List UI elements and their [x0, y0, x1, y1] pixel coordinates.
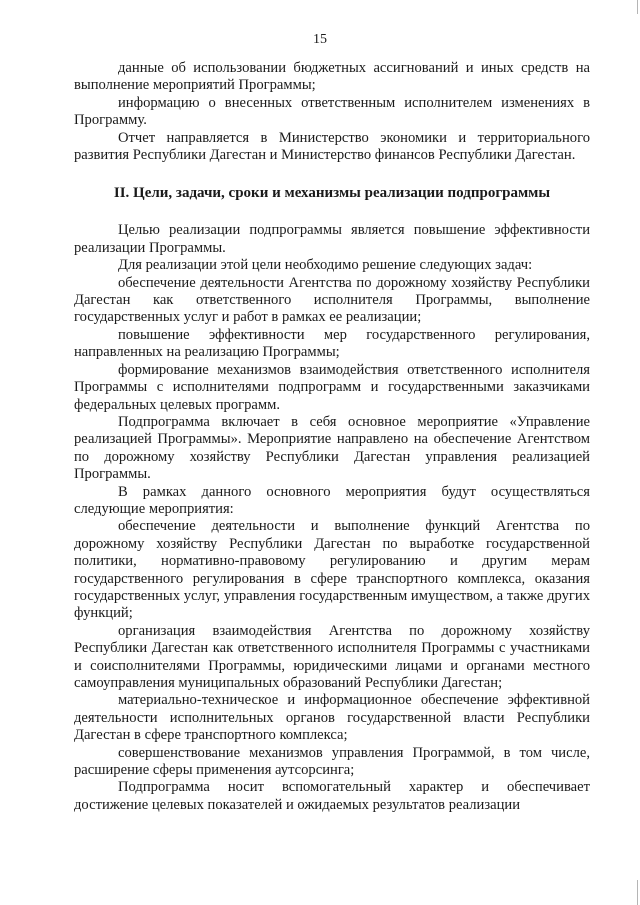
paragraph: Подпрограмма включает в себя основное мероприятие «Управление реализацией Программы». Мероприятие направлено на обеспечение Агентством по дорожному хозяйству Республики Дагестан управления реализацией Программы. — [74, 413, 590, 483]
paragraph: Целью реализации подпрограммы является повышение эффективности реализации Программы. — [74, 222, 590, 256]
document-body — [74, 60, 590, 814]
section-heading: II. Цели, задачи, сроки и механизмы реализации подпрограммы — [113, 185, 551, 202]
paragraph: Отчет направляется в Министерство экономики и территориального развития Республики Дагестан и Министерство финансов Республики Дагестан. — [74, 129, 590, 164]
paragraph: обеспечение деятельности Агентства по дорожному хозяйству Республики Дагестан как ответственного исполнителя Программы, выполнение государственных услуг и работ в рамках ее реализации; — [74, 274, 590, 326]
paragraph: повышение эффективности мер государственного регулирования, направленных на реализацию Программы; — [74, 326, 590, 361]
paragraph: Для реализации этой цели необходимо решение следующих задач: — [118, 257, 533, 274]
paragraph: материально-техническое и информационное обеспечение эффективной деятельности исполнительных органов государственной власти Республики Дагестан в сфере транспортного комплекса; — [74, 692, 590, 744]
paragraph: совершенствование механизмов управления Программой, в том числе, расширение сферы применения аутсорсинга; — [74, 744, 590, 779]
scan-edge-mark — [637, 880, 638, 905]
paragraph: Подпрограмма носит вспомогательный характер и обеспечивает достижение целевых показателей и ожидаемых результатов реализации — [74, 779, 590, 813]
paragraph: организация взаимодействия Агентства по дорожному хозяйству Республики Дагестан как ответственного исполнителя Программы с участниками и соисполнителями Программы, юридическими лицами и органами местного самоуправления муниципальных образований Республики Дагестан; — [74, 622, 590, 691]
paragraph: информацию о внесенных ответственным исполнителем изменениях в Программу. — [74, 94, 590, 129]
scan-edge-mark — [637, 0, 638, 14]
paragraph: формирование механизмов взаимодействия ответственного исполнителя Программы с исполнителями подпрограмм и государственными заказчиками федеральных целевых программ. — [74, 361, 590, 413]
paragraph: данные об использовании бюджетных ассигнований и иных средств на выполнение мероприятий Программы; — [74, 60, 590, 94]
paragraph: В рамках данного основного мероприятия будут осуществляться следующие мероприятия: — [74, 483, 590, 517]
page-number: 15 — [313, 32, 327, 47]
paragraph: обеспечение деятельности и выполнение функций Агентства по дорожному хозяйству Республики Дагестан по выработке государственной политики, нормативно-правовому регулированию и другим мерам государственного регулирования в сфере транспортного комплекса, оказания государственных услуг, управления государственным имуществом, а также других функций; — [74, 518, 590, 622]
